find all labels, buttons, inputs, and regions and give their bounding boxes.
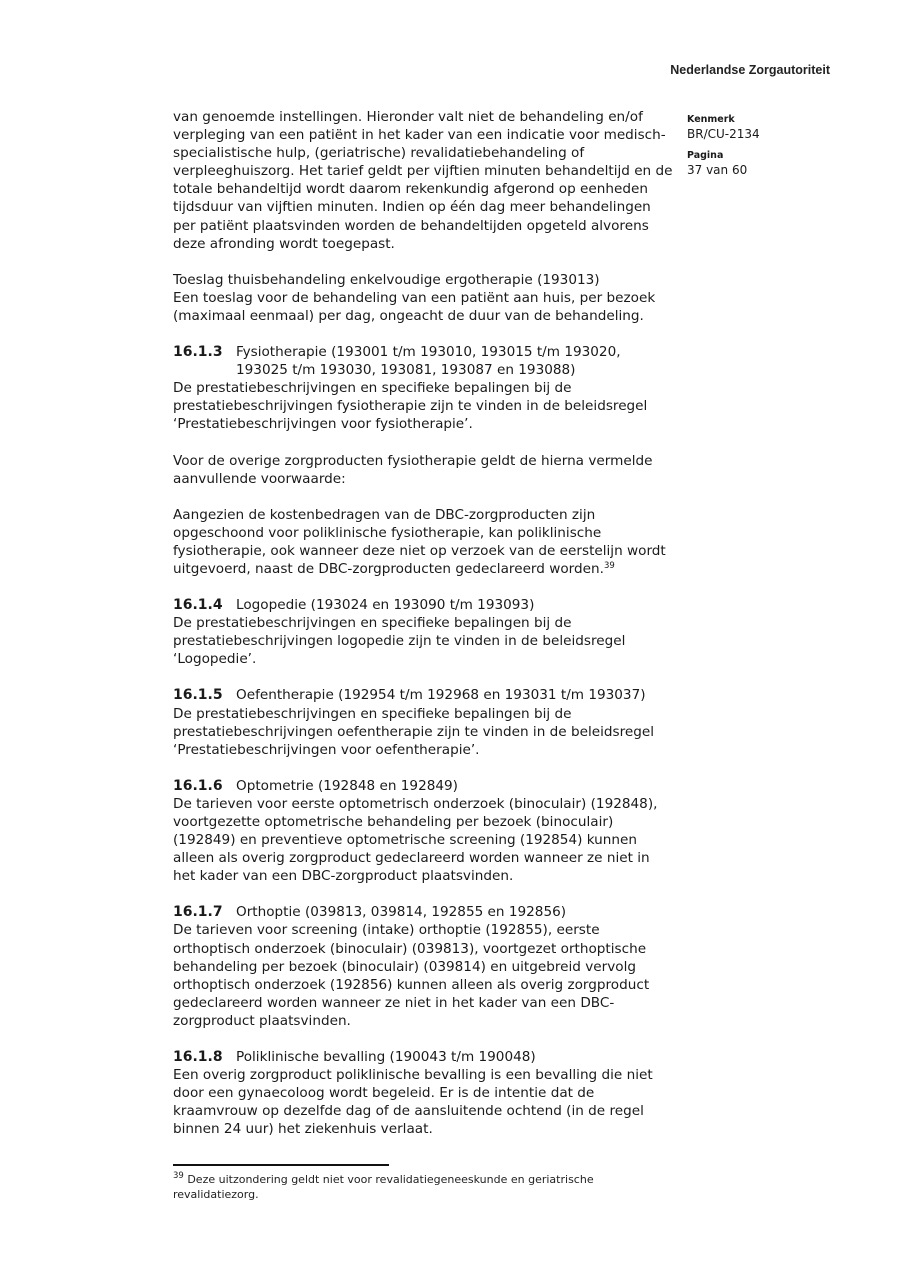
section-paragraph: De prestatiebeschrijvingen en specifieke bepalingen bij de prestatiebeschrijvingen logopedie zijn te vinden in de beleidsregel ‘Logopedie’. — [173, 615, 626, 668]
section-title: Optometrie (192848 en 192849) — [236, 777, 458, 794]
footnote-text: Deze uitzondering geldt niet voor revalidatiegeneeskunde en geriatrische revalidatiezorg. — [173, 1173, 594, 1201]
section-logopedie — [173, 596, 673, 668]
section-number: 16.1.6 — [173, 777, 223, 794]
pagina-label: Pagina — [687, 150, 724, 161]
section-paragraph: Een overig zorgproduct poliklinische bevalling is een bevalling die niet door een gynaecoloog wordt begeleid. Er is de intentie dat de kraamvrouw op dezelfde dag of de aansluitende ochtend (in de regel binnen 24 uur) het ziekenhuis verlaat. — [173, 1067, 653, 1138]
section-paragraph-with-footnote — [173, 506, 673, 578]
section-title: Orthoptie (039813, 039814, 192855 en 192856) — [236, 904, 567, 921]
section-title: Fysiotherapie (193001 t/m 193010, 193015 t/m 193020, 193025 t/m 193030, 193081, 193087 en 193088) — [236, 344, 621, 379]
intro-paragraph: van genoemde instellingen. Hieronder valt niet de behandeling en/of verpleging van een patiënt in het kader van een indicatie voor medisch- specialistische hulp, (geriatrische) revalidatiebehandeling of verpleeghuiszorg. Het tarief geldt per vijftien minuten behandeltijd en de totale behandeltijd wordt daarom rekenkundig afgerond op eenheden tijdsduur van vijftien minuten. Indien op één dag meer behandelingen per patiënt plaatsvinden worden de behandeltijden opgeteld alvorens deze afronding wordt toegepast. — [173, 109, 673, 252]
pagina-value: 37 van 60 — [687, 163, 748, 177]
section-paragraph: De prestatiebeschrijvingen en specifieke bepalingen bij de prestatiebeschrijvingen fysiotherapie zijn te vinden in de beleidsregel ‘Prestatiebeschrijvingen voor fysiotherapie’. — [173, 380, 648, 433]
footnote-reference[interactable]: 39 — [603, 560, 615, 571]
main-content — [173, 108, 673, 1157]
section-number: 16.1.7 — [173, 904, 223, 921]
section-oefentherapie — [173, 686, 673, 758]
kenmerk-label: Kenmerk — [687, 114, 735, 125]
section-paragraph: De tarieven voor screening (intake) orthoptie (192855), eerste orthoptisch onderzoek (binoculair) (039813), voortgezet orthoptische behandeling per bezoek (binoculair) (039814) en uitgebreid vervolg orthoptisch onderzoek (192856) kunnen alleen als overig zorgproduct gedeclareerd worden wanneer ze niet in het kader van een DBC- zorgproduct plaatsvinden. — [173, 922, 650, 1029]
section-number: 16.1.4 — [173, 597, 223, 614]
section-paragraph: Voor de overige zorgproducten fysiotherapie geldt de hierna vermelde aanvullende voorwaarde: — [173, 452, 653, 487]
section-optometrie — [173, 777, 673, 886]
footnote-number: 39 — [173, 1171, 184, 1181]
footnote — [173, 1172, 643, 1202]
section-title: Oefentherapie (192954 t/m 192968 en 193031 t/m 193037) — [236, 687, 646, 704]
section-title: Logopedie (193024 en 193090 t/m 193093) — [236, 597, 535, 614]
section-orthoptie — [173, 903, 673, 1030]
toeslag-text: Een toeslag voor de behandeling van een patiënt aan huis, per bezoek (maximaal eenmaal) per dag, ongeacht de duur van de behandeling. — [173, 289, 656, 324]
kenmerk-value: BR/CU-2134 — [687, 127, 760, 141]
section-number: 16.1.8 — [173, 1049, 223, 1066]
section-paragraph: De tarieven voor eerste optometrisch onderzoek (binoculair) (192848), voortgezette optometrische behandeling per bezoek (binoculair) (192849) en preventieve optometrische screening (192854) kunnen alleen als overig zorgproduct gedeclareerd worden wanneer ze niet in het kader van een DBC-zorgproduct plaatsvinden. — [173, 795, 658, 885]
toeslag-title: Toeslag thuisbehandeling enkelvoudige ergotherapie (193013) — [173, 271, 600, 288]
section-paragraph-text: Aangezien de kostenbedragen van de DBC-zorgproducten zijn opgeschoond voor poliklinische fysiotherapie, kan poliklinische fysiotherapie, ook wanneer deze niet op verzoek van de eerstelijn wordt uitgevoerd, naast de DBC-zorgproducten gedeclareerd worden. — [173, 506, 666, 577]
section-number: 16.1.3 — [173, 344, 223, 361]
section-number: 16.1.5 — [173, 687, 223, 704]
section-poliklinische-bevalling — [173, 1048, 673, 1138]
section-fysiotherapie — [173, 343, 673, 578]
section-title: Poliklinische bevalling (190043 t/m 190048) — [236, 1049, 536, 1066]
footnote-divider — [173, 1164, 389, 1166]
section-paragraph: De prestatiebeschrijvingen en specifieke bepalingen bij de prestatiebeschrijvingen oefentherapie zijn te vinden in de beleidsregel ‘Prestatiebeschrijvingen voor oefentherapie’. — [173, 705, 655, 758]
document-meta — [687, 113, 807, 185]
organization-name: Nederlandse Zorgautoriteit — [670, 63, 830, 77]
